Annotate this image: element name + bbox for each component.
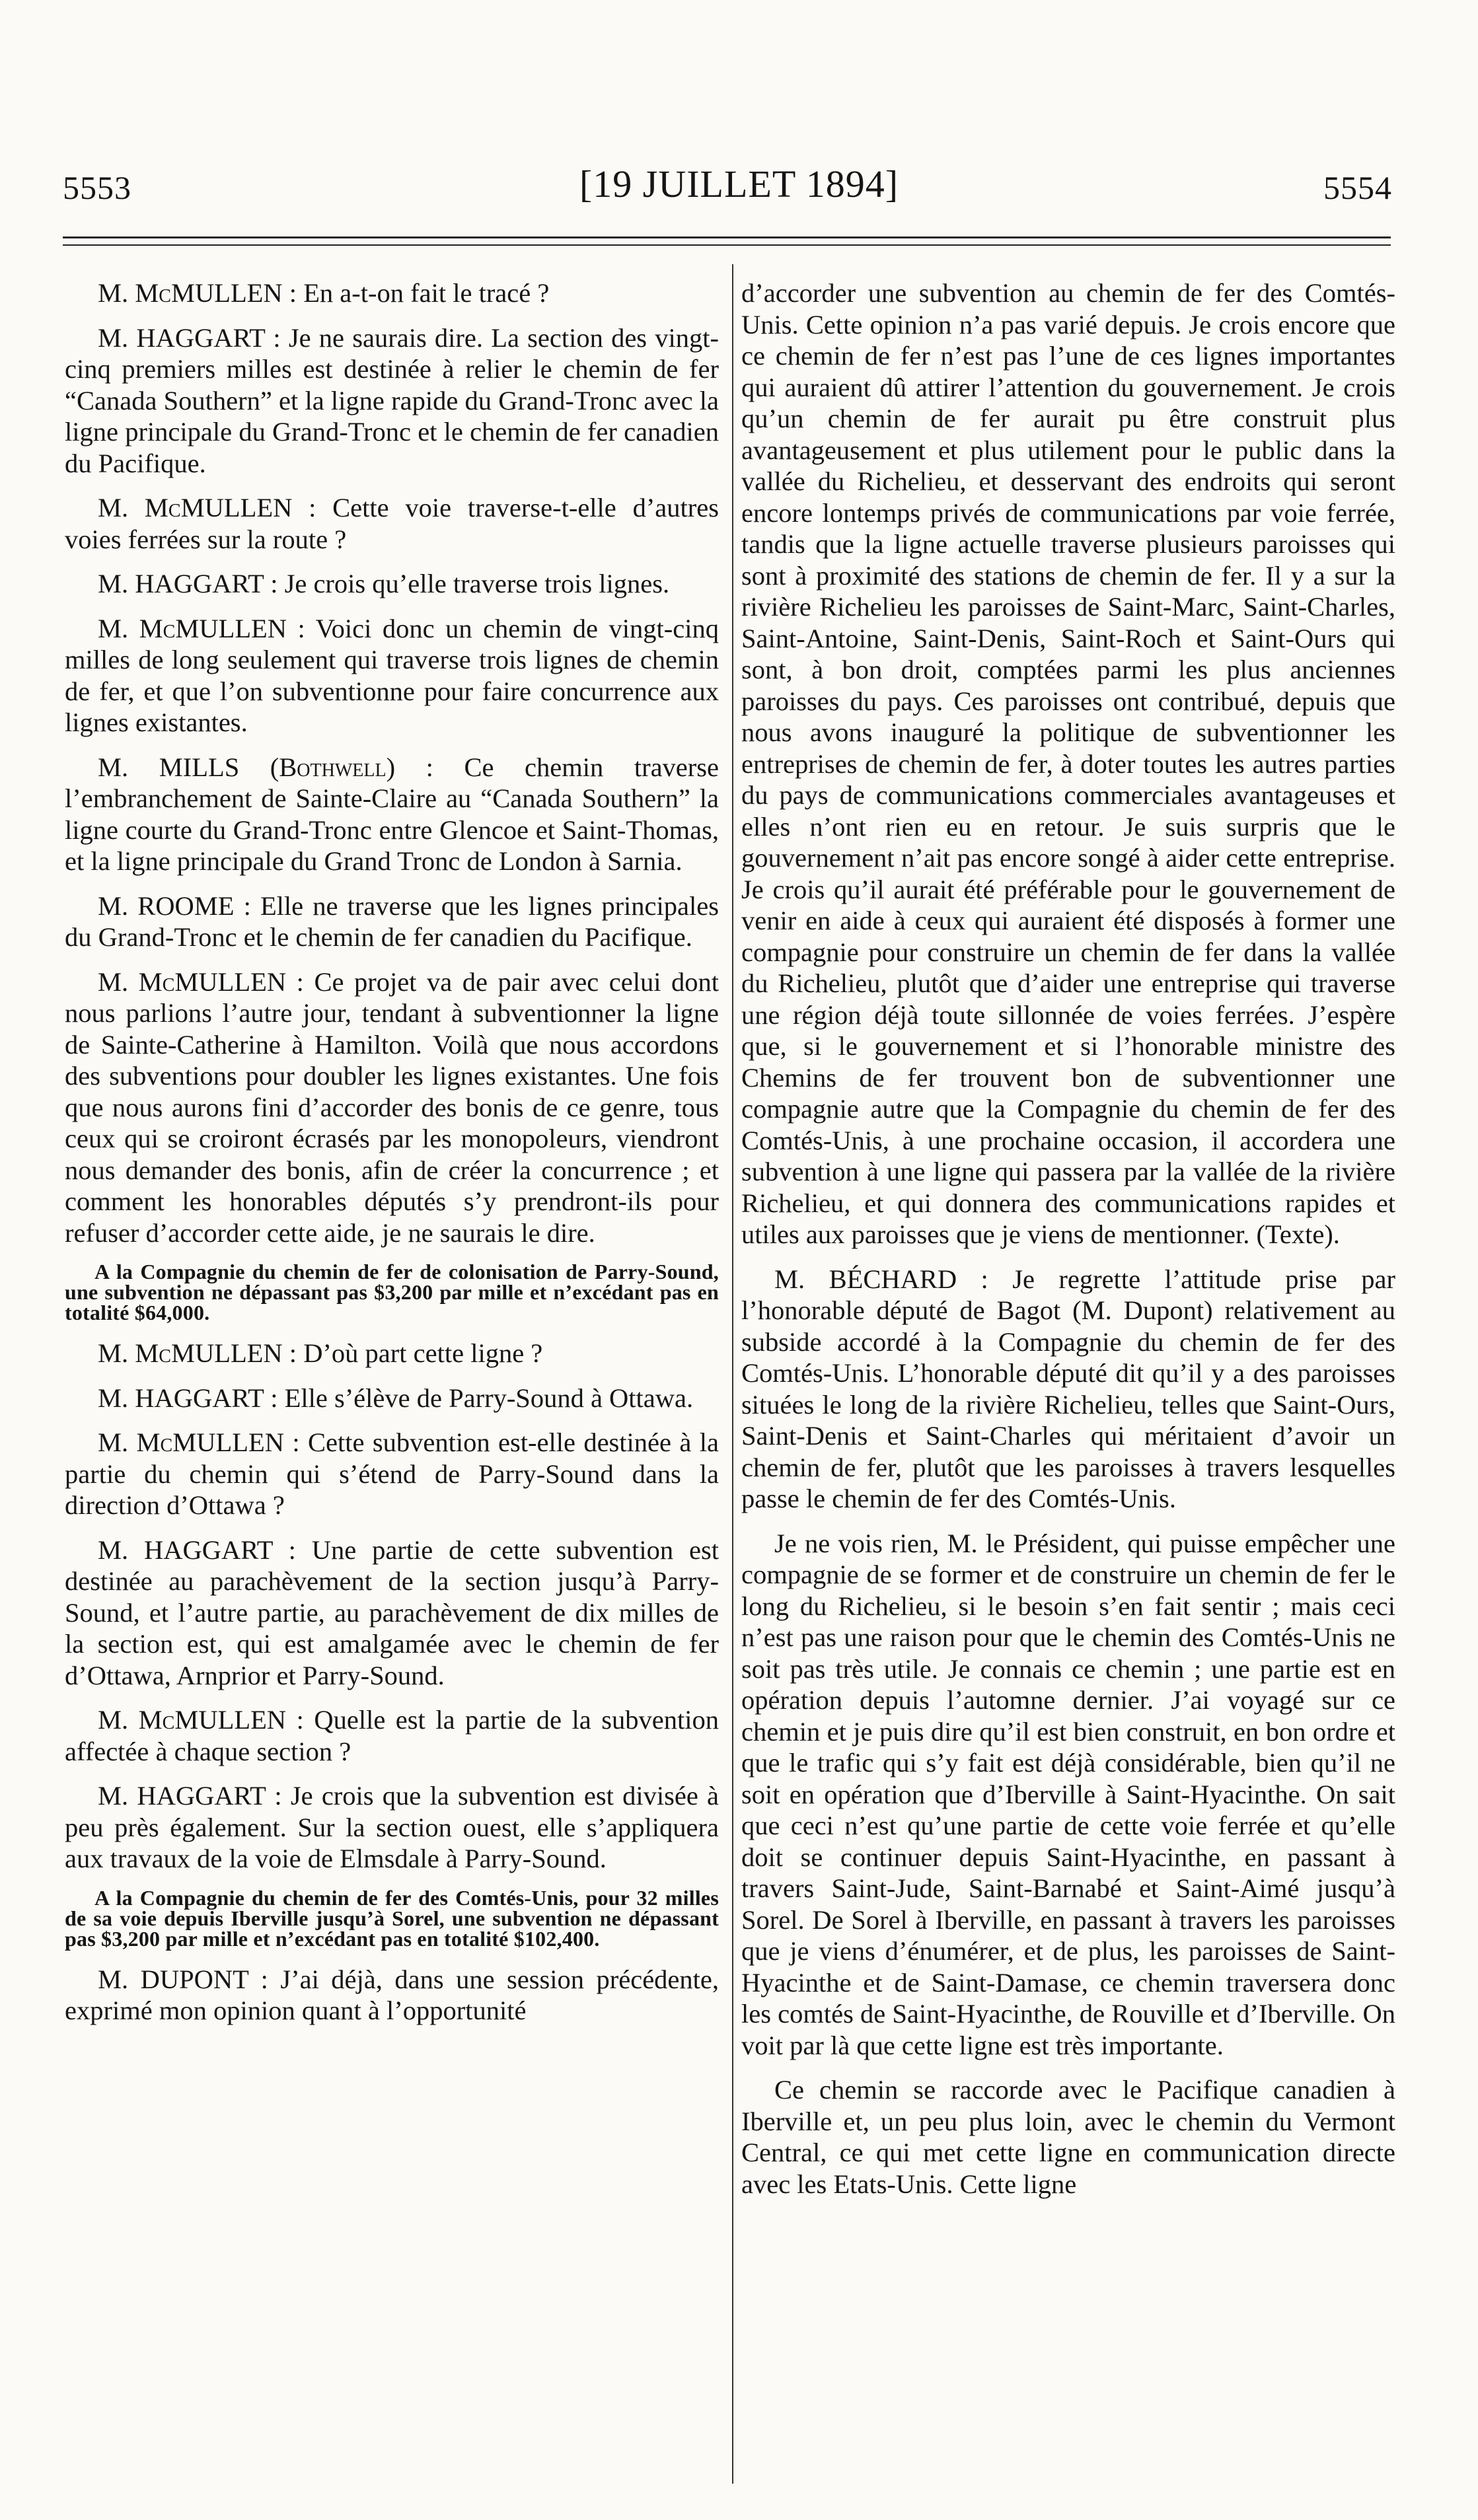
speech-paragraph — [65, 1383, 719, 1414]
speech-paragraph — [65, 1534, 719, 1692]
speech-text: Je ne saurais dire. La section des vingt-cinq premiers milles est destinée à relier le chemin de fer “Canada Southern” et la ligne rapide du Grand-Tronc avec la ligne principale du Grand-Tronc et le chemin de fer canadien du Pacifique. — [65, 322, 720, 478]
speech-text: Je regrette l’attitude prise par l’honorable député de Bagot (M. Dupont) relativement au subside accordé à la Compagnie du chemin de fer des Comtés-Unis. L’honorable député dit qu’il y a des paroisses situées le long de la rivière Richelieu, telles que Saint-Ours, Saint-Denis et Saint-Charles qui méritaient d’avoir un chemin de fer, plutôt que les paroisses à travers lesquelles passe le chemin de fer des Comtés-Unis. — [741, 1264, 1395, 1513]
speech-text: Elle ne traverse que les lignes principales du Grand-Tronc et le chemin de fer canadien du Pacifique. — [65, 890, 719, 952]
speaker-name: M. McMULLEN : — [98, 278, 297, 308]
speaker-name: M. HAGGART : — [98, 1781, 282, 1811]
speech-text: Ce chemin se raccorde avec le Pacifique canadien à Iberville et, un peu plus loin, avec le chemin du Vermont Central, ce qui met cette ligne en communication directe avec les Etats-Unis. Cette ligne — [741, 2075, 1395, 2199]
page-number-left: 5553 — [63, 169, 131, 206]
speech-text: J’ai déjà, dans une session précédente, exprimé mon opinion quant à l’opportunité — [65, 1964, 720, 2025]
speech-text: Voici donc un chemin de vingt-cinq milles de long seulement qui traverse trois lignes de chemin de fer, et que l’on subventionne pour faire concurrence aux lignes existantes. — [65, 613, 719, 737]
speaker-name: M. BÉCHARD : — [774, 1264, 988, 1294]
speaker-name: M. MILLS (Bothwell) : — [98, 752, 433, 782]
text-paragraph — [741, 2074, 1395, 2200]
speaker-name: M. McMULLEN : — [98, 493, 316, 522]
column-divider — [732, 264, 733, 2484]
speaker-name: M. ROOME : — [98, 890, 251, 921]
left-column — [65, 277, 719, 2027]
speaker-name: M. DUPONT : — [98, 1964, 268, 1994]
speech-paragraph — [65, 277, 719, 309]
speech-text: En a-t-on fait le tracé ? — [303, 278, 550, 308]
speaker-name: M. McMULLEN : — [98, 1427, 300, 1457]
right-column — [741, 277, 1395, 2200]
speech-paragraph — [65, 752, 719, 877]
speaker-name: M. McMULLEN : — [98, 1705, 304, 1735]
speech-paragraph — [741, 1264, 1395, 1515]
header-rule — [63, 236, 1391, 238]
speaker-name: M. McMULLEN : — [98, 1338, 297, 1368]
speech-text: Cette voie traverse-t-elle d’autres voies ferrées sur la route ? — [65, 493, 720, 554]
speaker-name: M. HAGGART : — [98, 322, 281, 353]
speech-text: Quelle est la partie de la subvention affectée à chaque section ? — [65, 1705, 719, 1766]
header-date: [19 JUILLET 1894] — [579, 162, 899, 205]
speech-text: Je crois que la subvention est divisée à peu près également. Sur la section ouest, elle s’appliquera aux travaux de la voie de Elmsdale à Parry-Sound. — [65, 1781, 719, 1873]
speech-paragraph — [65, 1338, 719, 1369]
speaker-name: M. HAGGART : — [98, 569, 278, 598]
speech-paragraph — [65, 1780, 719, 1875]
motion-paragraph: A la Compagnie du chemin de fer des Comtés-Unis, pour 32 milles de sa voie depuis Iberville jusqu’à Sorel, une subvention ne dépassant pas $3,200 par mille et n’excédant pas en totalité $102,400. — [65, 1885, 719, 1951]
motion-paragraph: A la Compagnie du chemin de fer de colonisation de Parry-Sound, une subvention ne dépassant pas $3,200 par mille et n’excédant pas en totalité $64,000. — [65, 1260, 719, 1324]
speech-paragraph — [65, 492, 719, 555]
speech-text: Ce projet va de pair avec celui dont nous parlions l’autre jour, tendant à subventionner la ligne de Sainte-Catherine à Hamilton. Voilà que nous accordons des subventions pour doubler les lignes existantes. Une fois que nous aurons fini d’accorder des bonis de ce genre, tous ceux qui se croiront écrasés par les monopoleurs, viendront nous demander des bonis, afin de créer la concurrence ; et comment les honorables députés s’y prendront-ils pour refuser d’accorder cette aide, je ne saurais le dire. — [65, 966, 719, 1248]
speech-paragraph — [65, 322, 719, 480]
text-paragraph — [741, 277, 1395, 1250]
page-header — [0, 162, 1478, 221]
speech-paragraph — [65, 1704, 719, 1767]
speech-text: Une partie de cette subvention est destinée au parachèvement de la section jusqu’à Parry-Sound, et l’autre partie, au parachèvement de dix milles de la section est, qui est amalgamée avec le chemin de fer d’Ottawa, Arnprior et Parry-Sound. — [65, 1534, 720, 1690]
header-rule-secondary — [63, 244, 1391, 246]
speaker-name: M. HAGGART : — [98, 1383, 278, 1413]
speech-text: Ce chemin traverse l’embranchement de Sainte-Claire au “Canada Southern” la ligne courte du Grand-Tronc entre Glencoe et Saint-Thomas, et la ligne principale du Grand Tronc de London à Sarnia. — [65, 752, 719, 876]
speech-paragraph — [65, 890, 719, 953]
speech-paragraph — [65, 1427, 719, 1521]
speech-text: D’où part cette ligne ? — [303, 1338, 543, 1368]
speaker-name: M. McMULLEN : — [98, 966, 304, 997]
speech-paragraph — [65, 1964, 719, 2027]
speech-paragraph — [65, 613, 719, 738]
speech-text: Je ne vois rien, M. le Président, qui puisse empêcher une compagnie de se former et de construire un chemin de fer le long du Richelieu, si le besoin s’en fait sentir ; mais ceci n’est pas une raison pour que le chemin des Comtés-Unis ne soit pas très utile. Je connais ce chemin ; une partie est en opération depuis l’automne dernier. J’ai voyagé sur ce chemin et je puis dire qu’il est bien construit, en bon ordre et que le trafic qui s’y fait est déjà considérable, bien qu’il ne soit en opération que d’Iberville à Saint-Hyacinthe. On sait que ceci n’est qu’une partie de cette voie ferrée et qu’elle doit se continuer depuis Saint-Hyacinthe, en passant à travers Saint-Jude, Saint-Barnabé et Saint-Aimé jusqu’à Sorel. De Sorel à Iberville, en passant à travers les paroisses que je viens d’énumérer, et de plus, les paroisses de Saint-Hyacinthe et de Saint-Damase, ce chemin traversera donc les comtés de Saint-Hyacinthe, de Rouville et d’Iberville. On voit par là que cette ligne est très importante. — [741, 1528, 1395, 2060]
speaker-name: M. McMULLEN : — [98, 613, 305, 643]
speaker-name: M. HAGGART : — [98, 1534, 296, 1565]
speech-text: Je crois qu’elle traverse trois lignes. — [284, 569, 670, 598]
speech-paragraph — [65, 966, 719, 1249]
speech-text: Elle s’élève de Parry-Sound à Ottawa. — [284, 1383, 694, 1413]
speech-text: d’accorder une subvention au chemin de fer des Comtés-Unis. Cette opinion n’a pas varié depuis. Je crois encore que ce chemin de fer n’est pas l’une de ces lignes importantes qui auraient dû attirer l’attention du gouvernement. Je crois qu’un chemin de fer aurait pu être construit plus avantageusement et plus utilement pour le public dans la vallée du Richelieu, et desservant des endroits qui seront encore lontemps privés de communications par voie ferrée, tandis que la ligne actuelle traverse plusieurs paroisses qui sont à proximité des stations de chemin de fer. Il y a sur la rivière Richelieu les paroisses de Saint-Marc, Saint-Charles, Saint-Antoine, Saint-Denis, Saint-Roch et Saint-Ours qui sont, à bon droit, comptées parmi les plus anciennes paroisses du pays. Ces paroisses ont contribué, depuis que nous avons inauguré la politique de subventionner les entreprises de chemin de fer, à doter toutes les autres parties du pays de communications commerciales avantageuses et elles n’ont rien eu en retour. Je suis surpris que le gouvernement n’ait pas encore songé à aider cette entreprise. Je crois qu’il aurait été préférable pour le gouvernement de venir en aide à ceux qui auraient été disposés à former une compagnie pour construire un chemin de fer dans la vallée du Richelieu, plutôt que d’aider une entreprise qui traverse une région déjà toute sillonnée de voies ferrées. J’espère que, si le gouvernement et si l’honorable ministre des Chemins de fer trouvent bon de subventionner une compagnie autre que la Compagnie du chemin de fer des Comtés-Unis, à une prochaine occasion, il accordera une subvention à une ligne qui passera par la vallée de la rivière Richelieu, et qui donnera des communications rapides et utiles aux paroisses que je viens de mentionner. (Texte). — [741, 278, 1395, 1249]
speech-paragraph — [65, 568, 719, 600]
text-paragraph — [741, 1528, 1395, 2062]
speech-text: Cette subvention est-elle destinée à la partie du chemin qui s’étend de Parry-Sound dans la direction d’Ottawa ? — [65, 1427, 720, 1520]
page-number-right: 5554 — [1323, 169, 1392, 206]
